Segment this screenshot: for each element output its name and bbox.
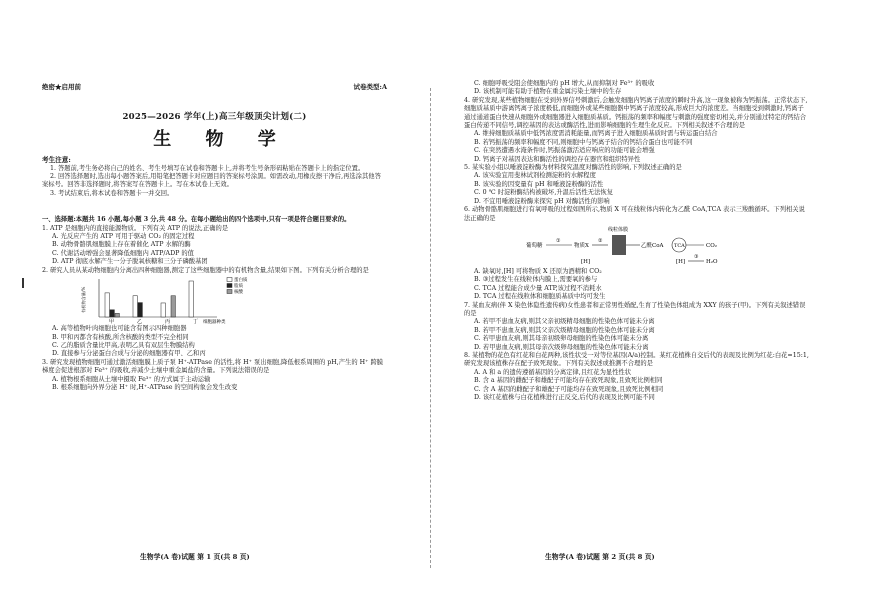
option-b: B. 动物骨骼肌细胞膜上存在着催化 ATP 水解的酶 [52,241,191,249]
exam-title: 2025—2026 学年(上)高三年级顶尖计划(二) [122,112,307,123]
category-label: 丁 [193,319,199,326]
page-divider [430,88,431,568]
option-d: D. 直接参与分泌蛋白合成与分泌的细胞器有甲、乙和丙 [52,350,206,358]
page-footer-left: 生物学(A 卷)试题 第 1 页(共 8 页) [140,553,250,561]
option-b: B. 若钙振荡的频率和幅度不同,则细胞中与钙离子结合的钙结合蛋白也可能不同 [474,138,693,146]
bar-蛋白质 [105,293,109,317]
option-a: A. 植物根系细胞从土壤中摄取 Fe³⁺ 的方式属于主动运输 [52,375,211,383]
question-stem: 6. 动物骨骼肌细胞进行有氧呼吸的过程如图所示,物质 X 可在线粒体内转化为乙酰 CoA,TCA 表示三羧酸循环。下列相关说法正确的是 [464,206,805,222]
option-d: D. 该红花植株与白花植株进行正反交,后代的表现及比例可能不同 [474,394,655,401]
question-stem: 2. 研究人员从某动物细胞内分离出四种细胞器,测定了这些细胞器中的有机物含量,结果如下图。下列有关分析合理的是 [42,266,369,274]
option-b: B. 根系细胞向外界分泌 H⁺ 时,H⁺-ATPase 的空间构象会发生改变 [52,383,238,391]
option-c: C. TCA 过程能合成少量 ATP,该过程不消耗水 [474,284,602,292]
tca-label: TCA [674,242,685,249]
category-label: 丙 [165,319,171,326]
co2-label: CO₂ [706,242,717,249]
question-stem: 8. 某植物的花色有红花和白花两种,该性状受一对等位基因(A/a)控制。某红花植株自交后代的表现及比例为红花:白花=15:1,研究发现该植株存在配子致死现象。下列有关叙述或推测不合理的是 [464,351,809,368]
option-c: C. 若甲患血友病,则其母亲初级卵母细胞的性染色体可能未分离 [474,335,649,343]
confidential-label: 绝密★启用前 [42,83,81,91]
category-label: 甲 [109,319,115,326]
question-4 [464,97,809,164]
notice-item: 2. 回答选择题时,选出每小题答案后,用铅笔把答题卡对应题目的答案标号涂黑。如需改动,用橡皮擦干净后,再选涂其他答案标号。回答非选择题时,将答案写在答题卡上。写在本试卷上无效。 [42,173,381,189]
option-b: B. 甲和丙都含有核酸,所含核酸的类型不完全相同 [52,333,189,341]
option-c: C. 乙的脂质含量比甲高,表明乙具有双层生物膜结构 [52,341,195,349]
legend-label: 脂质 [234,284,243,290]
option-a: A. 若甲不患血友病,则其父亲初级精母细胞的性染色体可能未分离 [474,318,655,326]
option-b: B. 含 a 基因的雌配子和雄配子可能均存在致死现象,且致死比例相同 [474,377,663,385]
legend-swatch [227,290,232,294]
legend-label: 蛋白质 [234,278,248,284]
acetyl-label: 乙酰CoA [641,242,664,249]
bar-核酸 [115,313,119,317]
bar-chart [77,275,287,325]
option-c: C. 细胞呼吸受阻会使细胞内的 pH 增大,从而抑制对 Fe³⁺ 的吸收 [474,80,655,87]
bar-核酸 [171,296,175,317]
left-page [42,70,387,560]
option-a: A. 光反应产生的 ATP 可用于驱动 CO₂ 的固定过程 [52,233,195,241]
bar-脂质 [110,310,114,317]
legend-swatch [227,278,232,282]
step3-label: ③ [694,253,699,260]
option-d: D. TCA 过程在线粒体和细胞质基质中均可发生 [474,293,606,301]
step1-label: ① [556,237,561,244]
question-3 [42,359,387,393]
legend-label: 核酸 [234,290,243,296]
y-axis-label: 有机物含量/% [81,286,86,314]
x-axis-label: 细胞器种类 [203,320,226,326]
option-a: A. 高等植物叶肉细胞也可能含有图示四种细胞器 [52,325,187,333]
x-label: 物质X [574,242,589,249]
h-label-right: [H] [676,258,686,265]
question-stem: 1. ATP 是细胞内的直接能源物质。下列有关 ATP 的说法,正确的是 [42,224,229,232]
respiration-diagram [464,223,809,268]
question-1 [42,225,387,267]
question-2 [42,267,387,359]
h-label-left: [H] [581,258,591,265]
question-6 [464,206,809,301]
option-a: A. 缺氧时,[H] 可将物质 X 还原为酒精和 CO₂ [474,267,602,275]
option-b: B. 该实验的因变量有 pH 和唾液淀粉酶的活性 [474,180,604,188]
option-a: A. A 和 a 的遗传遵循基因的分离定律,且红花为显性性状 [474,368,632,376]
option-d: D. 该机制可能有助于植物在重金属污染土壤中的生存 [474,88,622,96]
question-stem: 4. 研究发现,某些植物细胞在受到外界信号刺激后,会触发细胞内钙离子浓度的瞬时升高,这一现象被称为钙振荡。正常状态下,细胞质基质中游离钙离子浓度极低,而细胞外或某些细胞器中钙离子浓度较高,形成巨大的浓度差。当细胞受到刺激时,钙离子通过通道蛋白快速从细胞外或细胞器进入细胞质基质。钙振荡的频率和幅度与刺激的强度密切相关,并分别通过特定的钙结合蛋白传递不同信号,调控基因的表达或酶活性,进而影响细胞的生理生化反应。下列相关叙述不合理的是 [464,96,808,130]
glucose-label: 葡萄糖 [526,242,543,249]
option-c: C. 代谢活动增强会显著降低细胞内 ATP/ADP 的值 [52,249,194,257]
question-5 [464,164,809,206]
question-stem: 3. 研究发现植物细胞可通过激活细胞膜上质子泵 H⁺-ATPase 的活性,将 H⁺ 泵出细胞,降低根系周围的 pH,产生的 H⁺ 跨膜梯度会促进根部对 Fe³⁺ 的吸收,并减少土壤中重金属盐的含量。下列说法错误的是 [42,358,384,375]
option-d: D. 不宜用唾液淀粉酶来探究 pH 对酶活性的影响 [474,197,610,205]
page-footer-right: 生物学(A 卷)试题 第 2 页(共 8 页) [545,553,655,561]
option-d: D. 若甲患血友病,则其母亲次级卵母细胞的性染色体可能未分离 [474,343,649,351]
question-stem: 5. 某实验小组以唾液淀粉酶为材料探究温度对酶活性的影响,下列叙述正确的是 [464,164,682,172]
membrane-shape [612,235,626,255]
pathway-svg [526,223,746,268]
bar-蛋白质 [189,281,193,317]
option-b: B. 若甲不患血友病,则其父亲次级精母细胞的性染色体可能未分离 [474,326,655,334]
binding-mark [22,278,24,288]
option-c: C. 0 ℃ 时淀粉酶结构被破坏,升温后活性无法恢复 [474,189,613,197]
category-label: 乙 [137,319,143,326]
question-7 [464,302,809,352]
question-3-cont [464,80,809,97]
notice-item: 1. 答题前,考生务必将自己的姓名、考生号填写在试卷和答题卡上,并将考生号条形码粘贴在答题卡上的指定位置。 [50,164,365,172]
h2o-label: H₂O [706,258,718,265]
question-8 [464,352,809,402]
bar-脂质 [138,303,142,317]
option-a: A. 维持细胞质基质中低钙浓度需消耗能量,而钙离子进入细胞质基质时需与转运蛋白结合 [474,130,718,138]
option-d: D. 钙离子对基因表达和酶活性的调控存在器官和组织特异性 [474,155,641,163]
bar-蛋白质 [133,296,137,317]
option-c: C. 在突然遭遇水淹条件时,钙振荡激活适应响应的功能可能会增强 [474,147,655,155]
subject-title: 生 物 学 [153,128,290,150]
option-b: B. ③过程发生在线粒体内膜上,需要氧的参与 [474,276,598,284]
option-a: A. 该实验宜用斐林试剂检测淀粉的水解程度 [474,172,596,180]
organelle-chart [42,275,387,325]
membrane-label: 线粒体膜 [608,226,629,233]
paper-type-label: 试卷类型:A [353,83,387,91]
question-stem: 7. 某血友病(伴 X 染色体隐性遗传病)女性患者和正常男性婚配,生育了性染色体组成为 XXY 的孩子(甲)。下列有关叙述错误的是 [464,301,806,317]
top-bar [42,83,387,91]
notice-item: 3. 考试结束后,将本试卷和答题卡一并交回。 [50,189,174,197]
notice-block [42,156,387,198]
right-page [464,80,809,570]
section-heading: 一、选择题:本题共 16 小题,每小题 3 分,共 48 分。在每小题给出的四个选项中,只有一项是符合题目要求的。 [42,216,351,224]
option-c: C. 含 A 基因的雌配子和雄配子可能均存在致死现象,且致死比例相同 [474,385,664,393]
legend-swatch [227,284,232,288]
option-d: D. ATP 彻底水解产生一分子脱氧核糖和三分子磷酸基团 [52,258,208,266]
notice-head: 考生注意: [42,156,71,165]
step2-label: ② [598,237,603,244]
bar-蛋白质 [161,303,165,317]
